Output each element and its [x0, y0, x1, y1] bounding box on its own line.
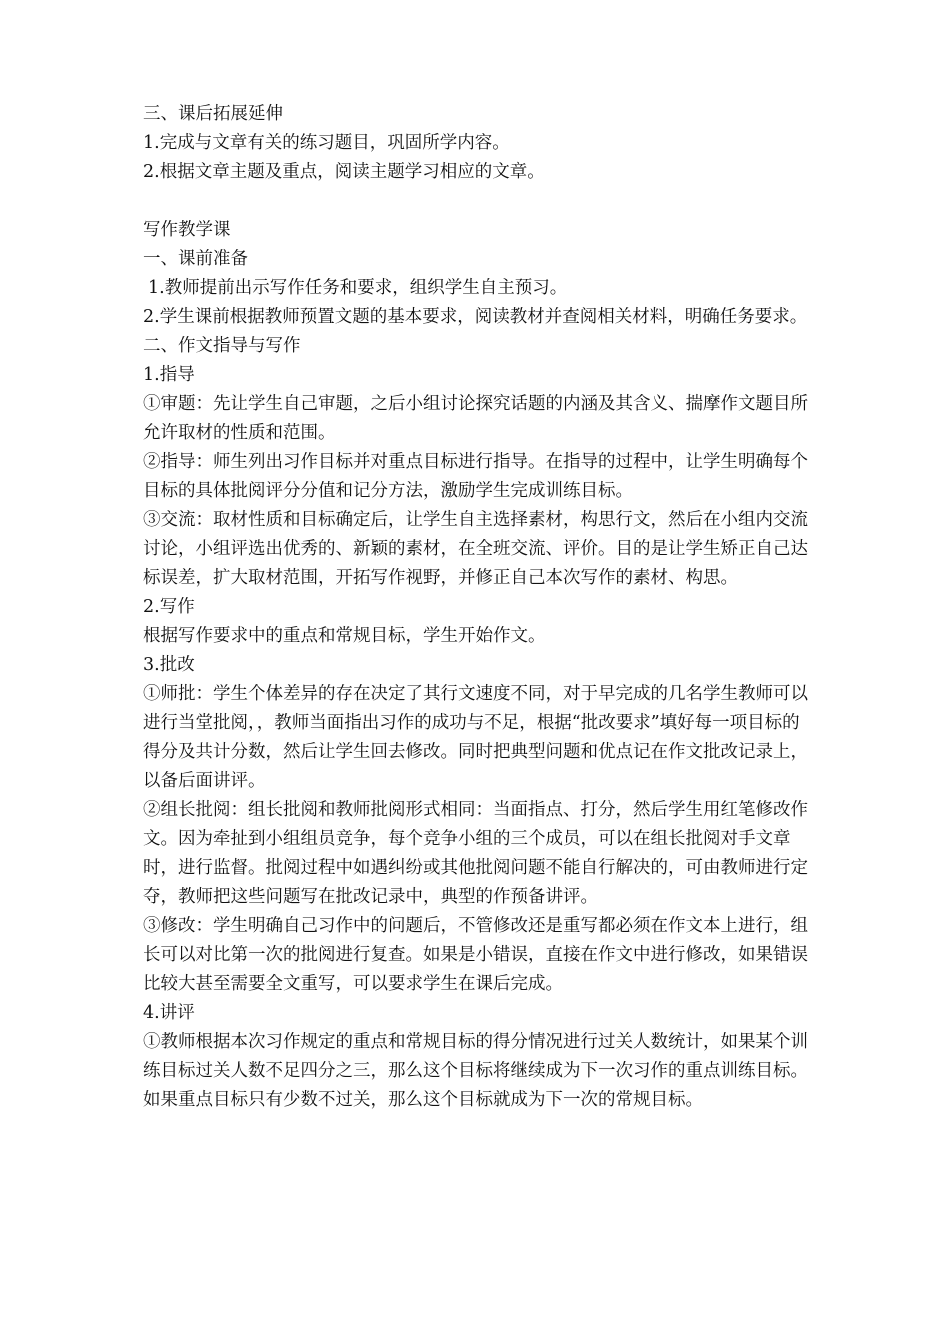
paragraph: ③修改：学生明确自己习作中的问题后，不管修改还是重写都必须在作文本上进行，组长可以对比第一次的批阅进行复查。如果是小错误，直接在作文中进行修改，如果错误比较大甚至需要全文重写，可以要求学生在课后完成。 — [143, 916, 808, 994]
paragraph: 2.学生课前根据教师预置文题的基本要求，阅读教材并查阅相关材料，明确任务要求。 — [143, 307, 808, 327]
paragraph: 1.完成与文章有关的练习题目，巩固所学内容。 — [143, 133, 510, 153]
paragraph: ①审题：先让学生自己审题，之后小组讨论探究话题的内涵及其含义、揣摩作文题目所允许取材的性质和范围。 — [143, 394, 808, 443]
paragraph: ①教师根据本次习作规定的重点和常规目标的得分情况进行过关人数统计，如果某个训练目标过关人数不足四分之三，那么这个目标将继续成为下一次习作的重点训练目标。如果重点目标只有少数不过关，那么这个目标就成为下一次的常规目标。 — [143, 1032, 808, 1110]
subsection-heading: 1.指导 — [143, 365, 195, 385]
section-heading: 三、课后拓展延伸 — [143, 104, 283, 124]
subsection-heading: 3.批改 — [143, 655, 195, 675]
section-title: 写作教学课 — [143, 220, 231, 240]
paragraph: ③交流：取材性质和目标确定后，让学生自主选择素材，构思行文，然后在小组内交流讨论，小组评选出优秀的、新颖的素材，在全班交流、评价。目的是让学生矫正自己达标误差，扩大取材范围，开拓写作视野，并修正自己本次写作的素材、构思。 — [143, 510, 808, 588]
paragraph: 根据写作要求中的重点和常规目标，学生开始作文。 — [143, 626, 546, 646]
document-body — [143, 100, 815, 1115]
section-heading: 二、作文指导与写作 — [143, 336, 301, 356]
spacer — [143, 187, 815, 216]
section-heading: 一、课前准备 — [143, 249, 248, 269]
paragraph: 1.教师提前出示写作任务和要求，组织学生自主预习。 — [148, 278, 568, 298]
paragraph: 2.根据文章主题及重点，阅读主题学习相应的文章。 — [143, 162, 545, 182]
subsection-heading: 2.写作 — [143, 597, 195, 617]
paragraph: ①师批：学生个体差异的存在决定了其行文速度不同，对于早完成的几名学生教师可以进行当堂批阅，，教师当面指出习作的成功与不足，根据“批改要求”填好每一项目标的得分及共计分数，然后让学生回去修改。同时把典型问题和优点记在作文批改记录上，以备后面讲评。 — [143, 684, 808, 791]
paragraph: ②指导：师生列出习作目标并对重点目标进行指导。在指导的过程中，让学生明确每个目标的具体批阅评分分值和记分方法，激励学生完成训练目标。 — [143, 452, 808, 501]
subsection-heading: 4.讲评 — [143, 1003, 195, 1023]
paragraph: ②组长批阅：组长批阅和教师批阅形式相同：当面指点、打分，然后学生用红笔修改作文。因为牵扯到小组组员竞争，每个竞争小组的三个成员，可以在组长批阅对手文章时，进行监督。批阅过程中如遇纠纷或其他批阅问题不能自行解决的，可由教师进行定夺，教师把这些问题写在批改记录中，典型的作预备讲评。 — [143, 800, 808, 907]
